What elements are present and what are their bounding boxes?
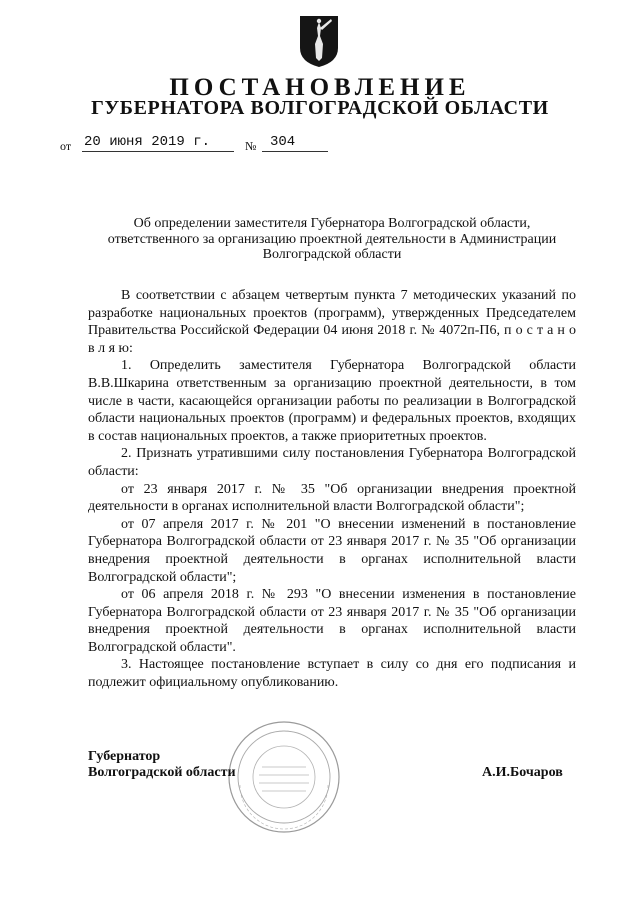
document-date: 20 июня 2019 г. <box>82 134 234 152</box>
body-paragraph: 1. Определить заместителя Губернатора Волгоградской области В.В.Шкарина ответственным за организацию проектной деятельности, в том числе в части, касающейся организации работы по реализации в Волгоградской области национальных проектов (программ) и федеральных проектов, входящих в состав национальных проектов, а также приоритетных проектов. <box>88 358 576 444</box>
body-paragraph: от 06 апреля 2018 г. № 293 "О внесении изменения в постановление Губернатора Волгоградской области от 23 января 2017 г. № 35 "Об организации внедрения проектной деятельности в органах исполнительной власти Волгоградской области". <box>88 587 576 655</box>
official-stamp <box>226 719 342 835</box>
document-title: ПОСТАНОВЛЕНИЕ <box>169 74 471 101</box>
document-body <box>88 287 576 692</box>
body-paragraph: 2. Признать утратившими силу постановления Губернатора Волгоградской области: <box>88 446 576 479</box>
coat-of-arms-emblem <box>298 14 340 68</box>
signatory-name: А.И.Бочаров <box>482 765 563 780</box>
body-paragraph: 3. Настоящее постановление вступает в силу со дня его подписания и подлежит официальному опубликованию. <box>88 657 576 691</box>
signatory-position-line: Волгоградской области <box>88 765 236 780</box>
signatory-position <box>88 749 236 781</box>
body-paragraph: от 23 января 2017 г. № 35 "Об организации внедрения проектной деятельности в органах исполнительной власти Волгоградской области"; <box>88 481 576 515</box>
number-label: № <box>245 139 257 153</box>
signatory-position-line: Губернатор <box>88 749 161 764</box>
date-label: от <box>60 139 72 153</box>
requisites-line <box>60 133 330 155</box>
document-subject: Об определении заместителя Губернатора Волгоградской области, ответственного за организацию проектной деятельности в Администрации Волгоградской области <box>107 216 557 262</box>
document-number: 304 <box>262 134 328 152</box>
body-paragraph: от 07 апреля 2017 г. № 201 "О внесении изменений в постановление Губернатора Волгоградской области от 23 января 2017 г. № 35 "Об организации внедрения проектной деятельности в органах исполнительной власти Волгоградской области"; <box>88 516 576 585</box>
document-subtitle: ГУБЕРНАТОРА ВОЛГОГРАДСКОЙ ОБЛАСТИ <box>91 97 549 119</box>
body-paragraph: В соответствии с абзацем четвертым пункта 7 методических указаний по разработке национальных проектов (программ), утвержденных Председателем Правительства Российской Федерации 04 июня 2018 г. № 4072п-П6, п о с т а н о в л я ю: <box>88 288 576 356</box>
